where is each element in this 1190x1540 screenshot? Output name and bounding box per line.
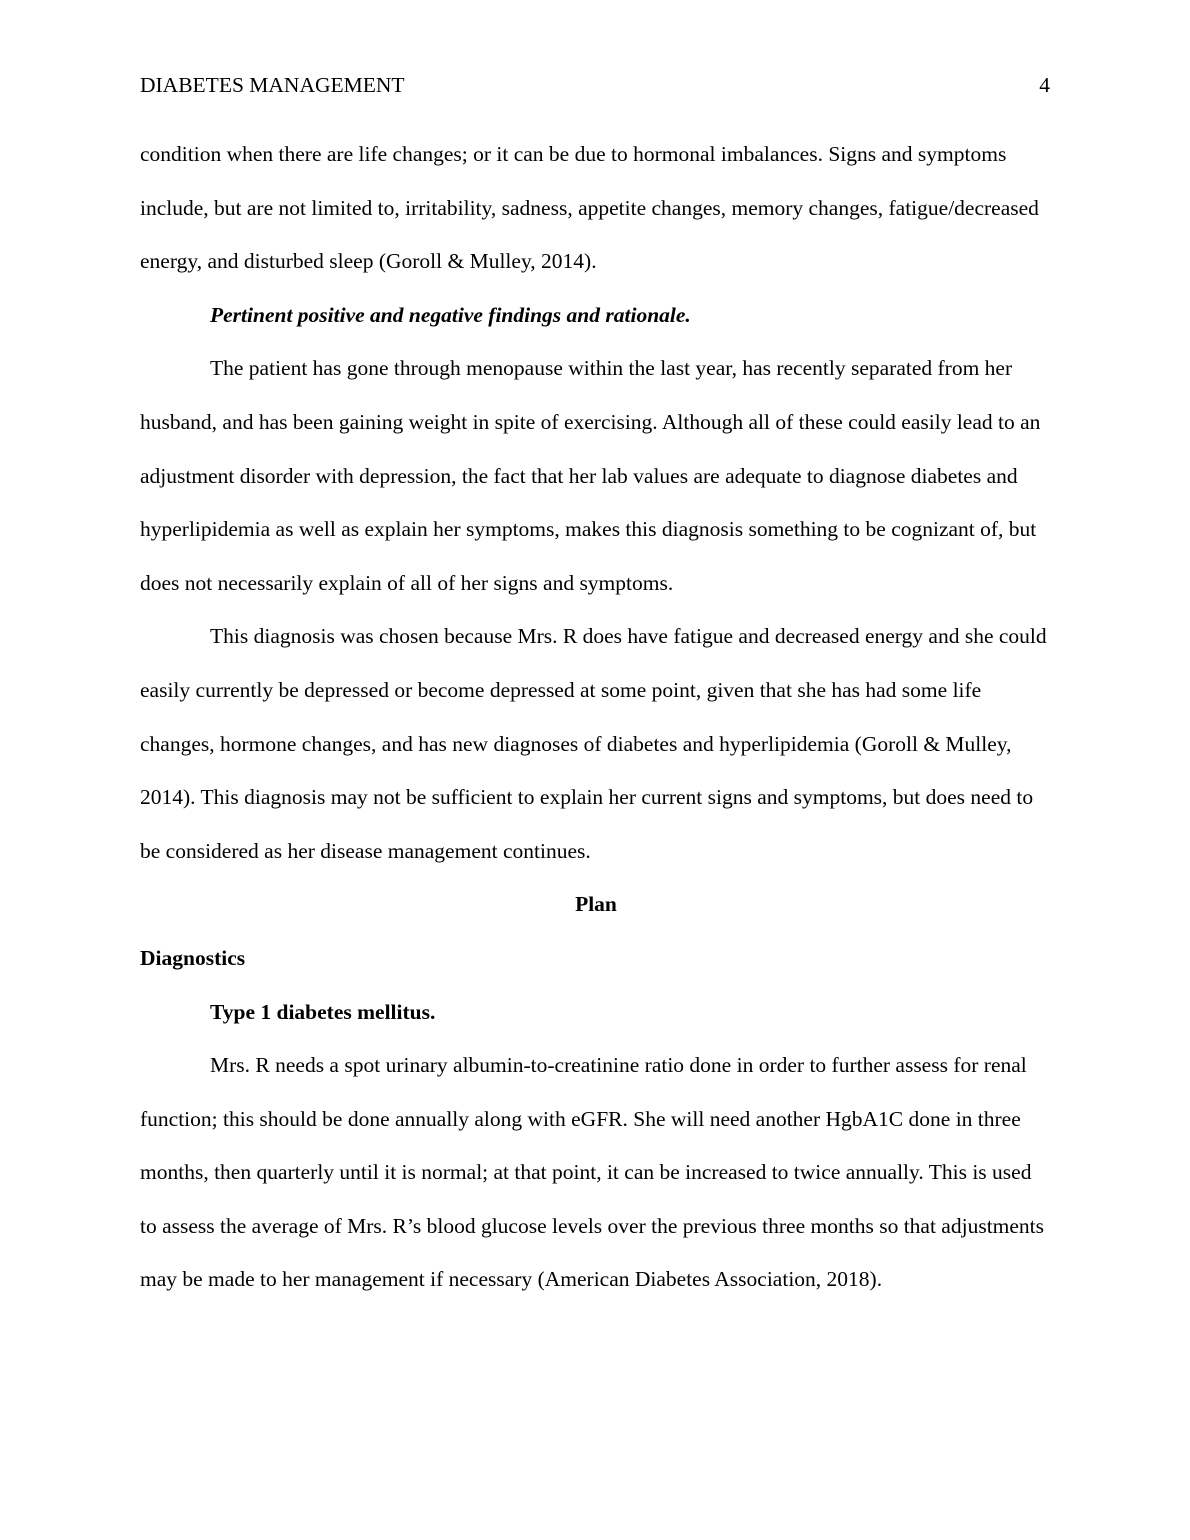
paragraph-patient-history: The patient has gone through menopause within the last year, has recently separated from her husband, and has been gaining weight in spite of exercising. Although all of these could easily lead to an adjustment disorder with depression, the fact that her lab values are adequate to diagnose diabetes and hyperlipidemia as well as explain her symptoms, makes this diagnosis something to be cognizant of, but does not necessarily explain of all of her signs and symptoms. [140,356,1041,595]
running-head [140,70,1050,100]
document-body [140,128,1052,1307]
heading-diagnostics: Diagnostics [140,945,246,970]
paragraph-diagnosis-rationale: This diagnosis was chosen because Mrs. R does have fatigue and decreased energy and she could easily currently be depressed or become depressed at some point, given that she has had some life changes, hormone changes, and has new diagnoses of diabetes and hyperlipidemia (Goroll & Mulley, 2014). This diagnosis may not be sufficient to explain her current signs and symptoms, but does need to be considered as her disease management continues. [140,624,1047,863]
paragraph-diagnostics-plan: Mrs. R needs a spot urinary albumin-to-creatinine ratio done in order to further assess for renal function; this should be done annually along with eGFR. She will need another HgbA1C done in three months, then quarterly until it is normal; at that point, it can be increased to twice annually. This is used to assess the average of Mrs. R’s blood glucose levels over the previous three months so that adjustments may be made to her management if necessary (American Diabetes Association, 2018). [140,1053,1045,1292]
page-number: 4 [1039,73,1050,97]
paragraph-condition: condition when there are life changes; or it can be due to hormonal imbalances. Signs and symptoms include, but are not limited to, irritability, sadness, appetite changes, memory changes, fatigue/decreased energy, and disturbed sleep (Goroll & Mulley, 2014). [140,142,1039,274]
running-head-title: DIABETES MANAGEMENT [140,73,405,97]
heading-type1-diabetes: Type 1 diabetes mellitus. [210,999,436,1024]
heading-plan: Plan [575,892,617,917]
heading-findings: Pertinent positive and negative findings and rationale. [210,302,691,327]
